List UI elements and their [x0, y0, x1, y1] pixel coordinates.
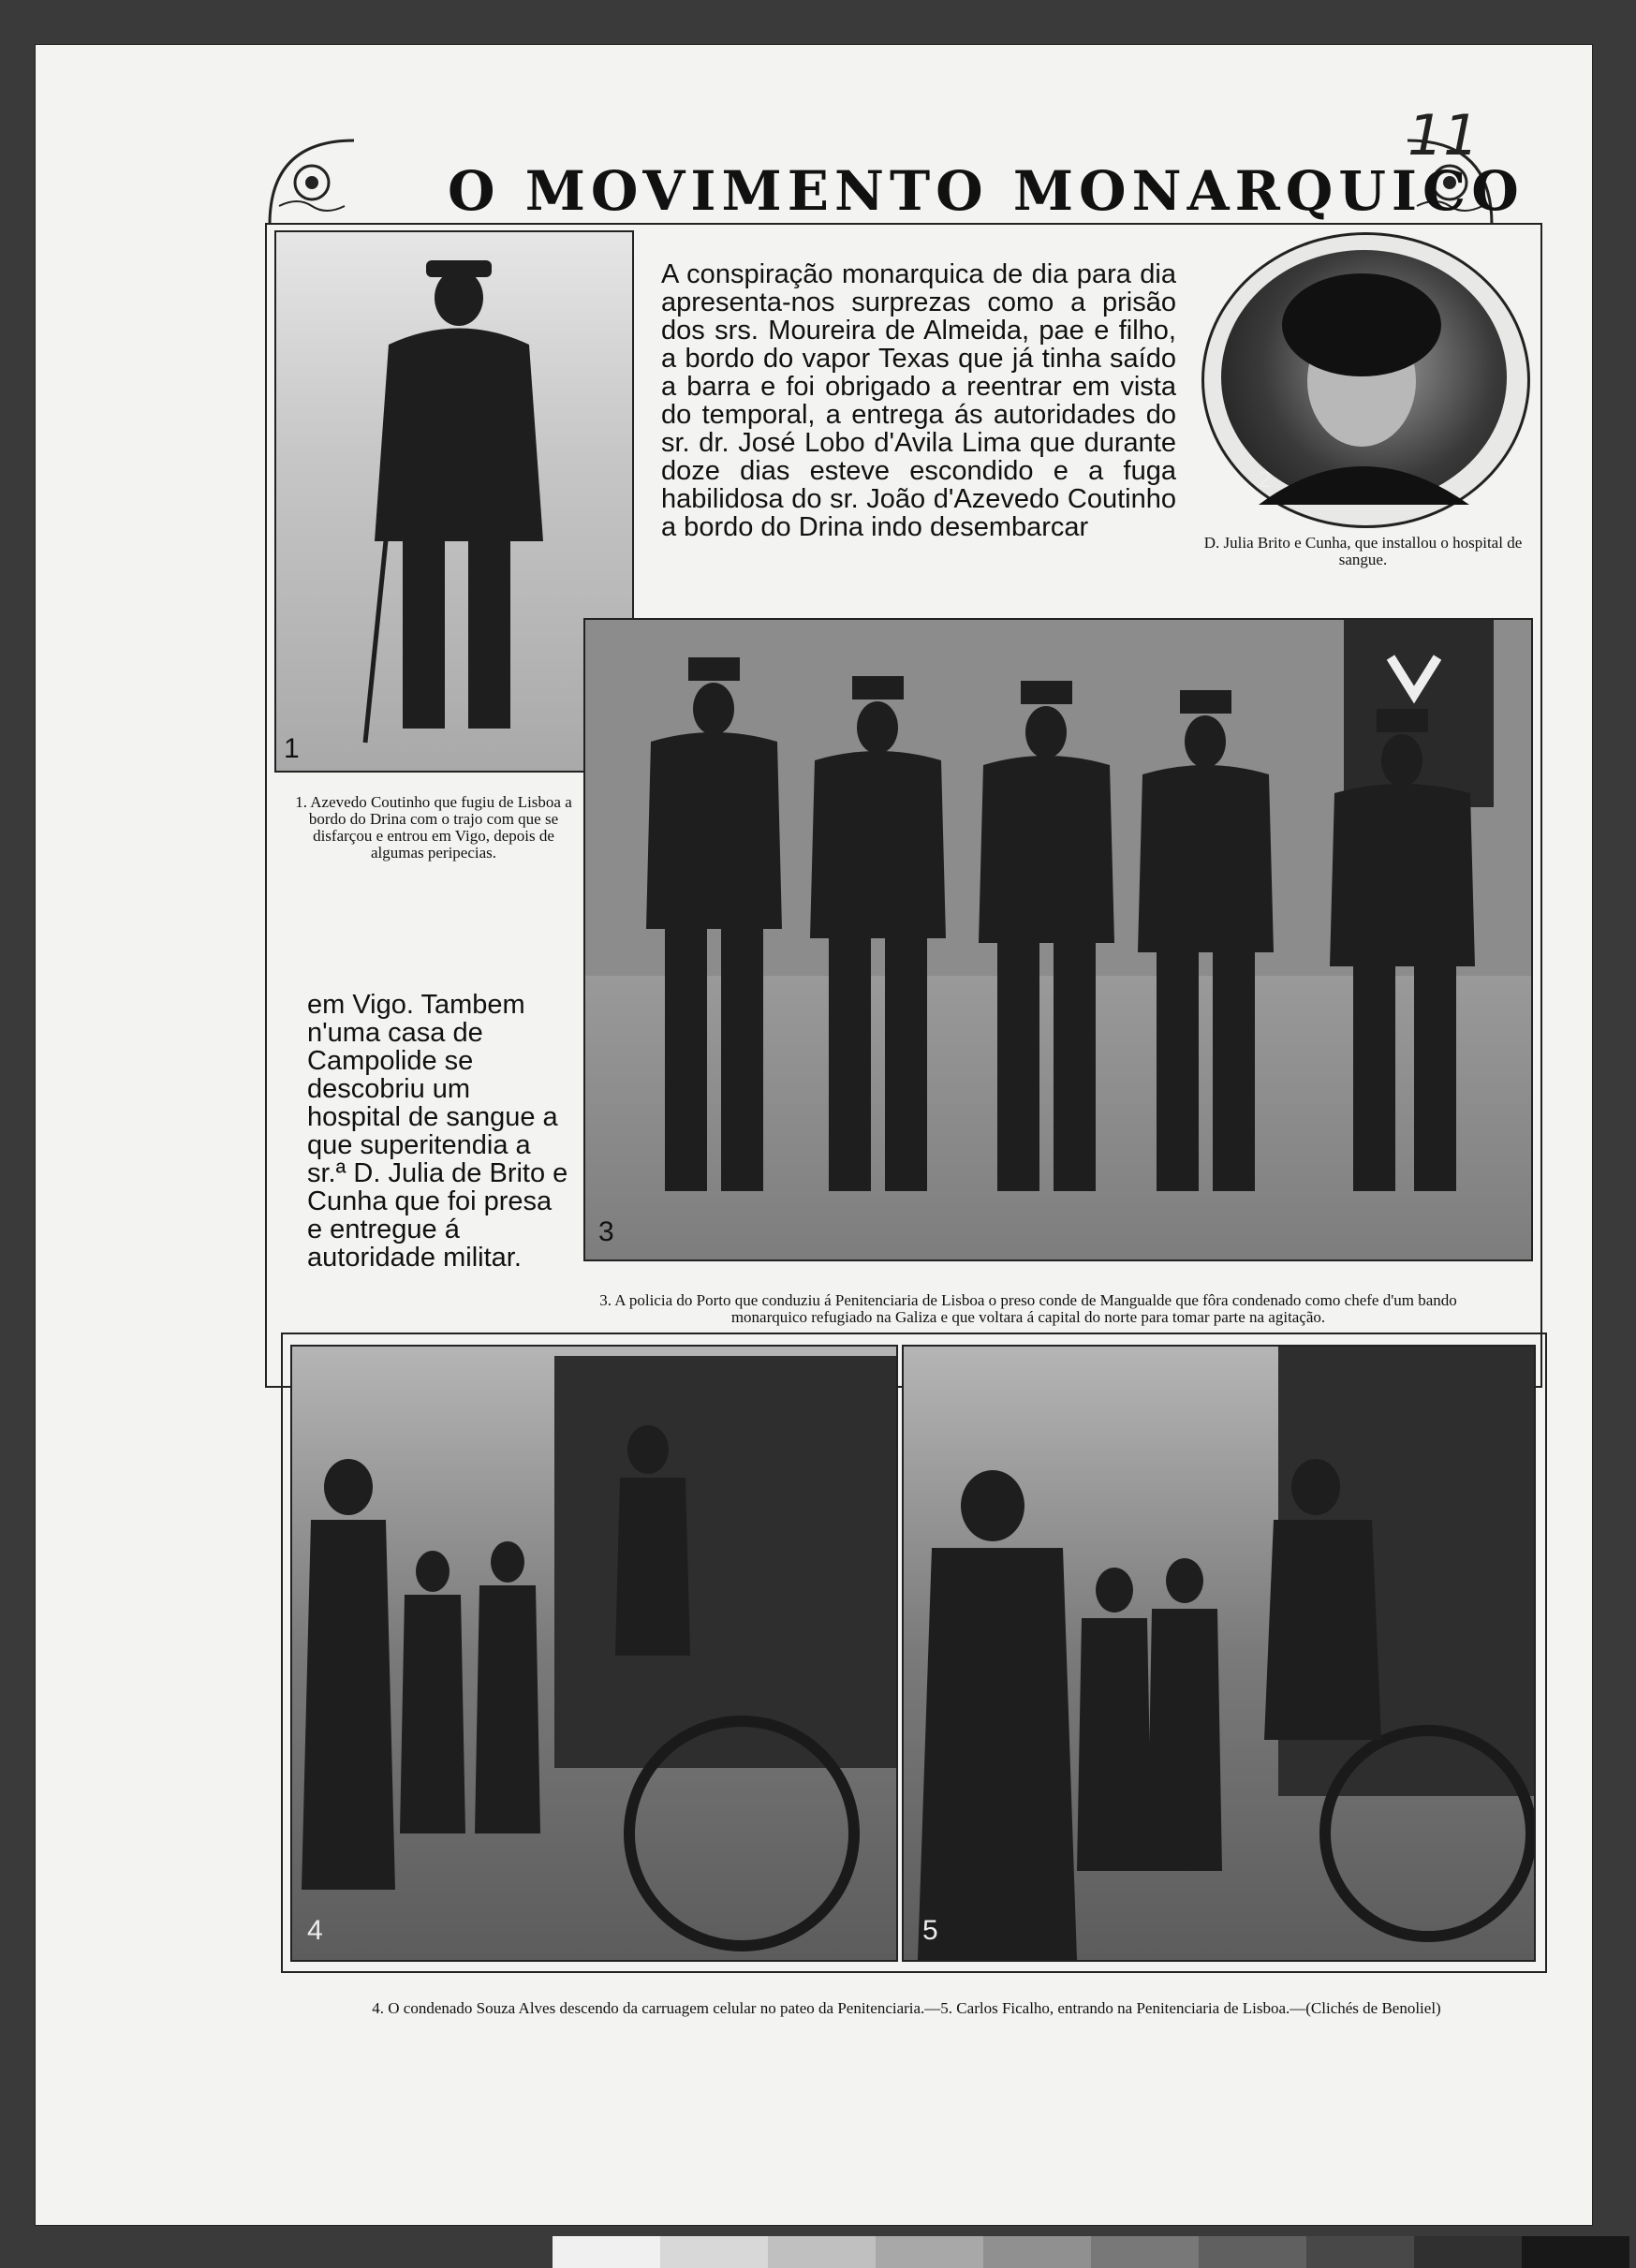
left-corner-ornament	[260, 131, 363, 234]
photo-3-caption: 3. A policia do Porto que conduziu á Penitenciaria de Lisboa o preso conde de Mangualde que fôra condenado como chefe d'um bando monarquico refugiado na Galiza e que voltara á capital do norte para tomar parte na agitação.	[599, 1291, 1457, 1326]
photo-4-souza-alves	[290, 1345, 898, 1962]
photo-3-number: 3	[598, 1216, 614, 1247]
photo-2-frame	[1201, 232, 1530, 528]
photo-2-julia-brito-e-cunha	[1221, 250, 1507, 505]
page-number: 11	[1408, 103, 1480, 169]
five-policemen-figures	[585, 620, 1531, 1259]
photo-2-caption: D. Julia Brito e Cunha, que installou o hospital de sangue.	[1203, 534, 1523, 568]
page-title: O MOVIMENTO MONARQUICO	[448, 159, 1525, 223]
prison-carriage-scene-5	[904, 1347, 1534, 1960]
newspaper-page	[36, 45, 1592, 2225]
photo-1-caption: 1. Azevedo Coutinho que fugiu de Lisboa a bordo do Drina com o trajo com que se disfarçou e entrou em Vigo, depois de algumas peripecias.	[295, 793, 572, 862]
photos-4-5-caption: 4. O condenado Souza Alves descendo da carruagem celular no pateo da Penitenciaria.—5. Carlos Ficalho, entrando na Penitenciaria de Lisboa.—(Clichés de Benoliel)	[372, 1999, 1441, 2017]
color-scale-bar	[553, 2236, 1629, 2268]
photo-4-number: 4	[307, 1915, 323, 1946]
standing-man-figure	[276, 232, 632, 771]
article-paragraph-2: em Vigo. Tambem n'uma casa de Campolide se descobriu um hospital de sangue a que superitendia a sr.ª D. Julia de Brito e Cunha que foi presa e entregue á autoridade militar.	[307, 990, 568, 1273]
photo-5-carlos-ficalho	[902, 1345, 1536, 1962]
photo-5-number: 5	[922, 1915, 938, 1946]
prison-carriage-scene-4	[292, 1347, 896, 1960]
photo-1-number: 1	[284, 733, 300, 764]
photo-1-azevedo-coutinho	[274, 230, 634, 773]
photo-2-number: 2	[1259, 467, 1272, 493]
article-paragraph-1: A conspiração monarquica de dia para dia apresenta-nos surprezas como a prisão dos srs. Moureira de Almeida, pae e filho, a bordo do vapor Texas que já tinha saído a barra e foi obrigado a reentrar em vista do temporal, a entrega ás autoridades do sr. dr. José Lobo d'Avila Lima que durante doze dias esteve escondido e a fuga habilidosa do sr. João d'Azevedo Coutinho a bordo do Drina indo desembarcar	[661, 259, 1176, 542]
photo-3-porto-police	[583, 618, 1533, 1261]
